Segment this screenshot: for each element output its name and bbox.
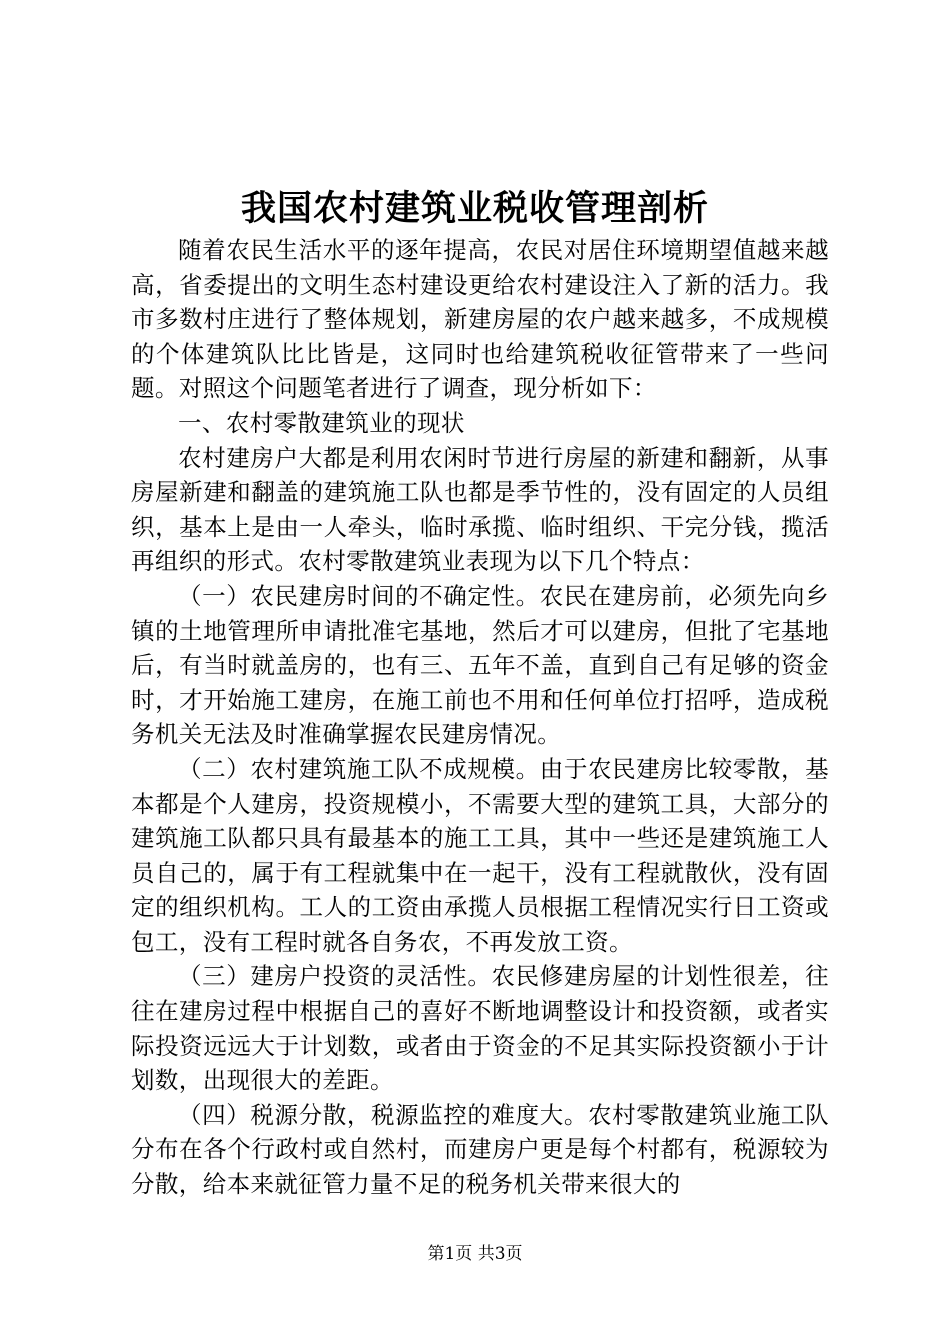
section-paragraph: 农村建房户大都是利用农闲时节进行房屋的新建和翻新，从事房屋新建和翻盖的建筑施工队也都是季节性的，没有固定的人员组织，基本上是由一人牵头，临时承揽、临时组织、干完分钱，揽活再组织的形式。农村零散建筑业表现为以下几个特点： — [131, 443, 829, 576]
point-paragraph-3: （三）建房户投资的灵活性。农民修建房屋的计划性很差，往往在建房过程中根据自己的喜好不断地调整设计和投资额，或者实际投资远远大于计划数，或者由于资金的不足其实际投资额小于计划数，出现很大的差距。 — [131, 962, 829, 1095]
point-paragraph-2: （二）农村建筑施工队不成规模。由于农民建房比较零散，基本都是个人建房，投资规模小，不需要大型的建筑工具，大部分的建筑施工队都只具有最基本的施工工具，其中一些还是建筑施工人员自己的，属于有工程就集中在一起干，没有工程就散伙，没有固定的组织机构。工人的工资由承揽人员根据工程情况实行日工资或包工，没有工程时就各自务农，不再发放工资。 — [131, 754, 829, 956]
document-title: 我国农村建筑业税收管理剖析 — [240, 188, 709, 229]
section-heading-1: 一、农村零散建筑业的现状 — [178, 408, 465, 437]
point-paragraph-4: （四）税源分散，税源监控的难度大。农村零散建筑业施工队分布在各个行政村或自然村，而建房户更是每个村都有，税源较为分散，给本来就征管力量不足的税务机关带来很大的 — [131, 1100, 829, 1199]
intro-paragraph: 随着农民生活水平的逐年提高，农民对居住环境期望值越来越高，省委提出的文明生态村建设更给农村建设注入了新的活力。我市多数村庄进行了整体规划，新建房屋的农户越来越多，不成规模的个体建筑队比比皆是，这同时也给建筑税收征管带来了一些问题。对照这个问题笔者进行了调查，现分析如下： — [131, 236, 829, 403]
page-footer: 第1页 共3页 — [427, 1244, 523, 1264]
document-body — [131, 233, 829, 1202]
point-paragraph-1: （一）农民建房时间的不确定性。农民在建房前，必须先向乡镇的土地管理所申请批准宅基地，然后才可以建房，但批了宅基地后，有当时就盖房的，也有三、五年不盖，直到自己有足够的资金时，才开始施工建房，在施工前也不用和任何单位打招呼，造成税务机关无法及时准确掌握农民建房情况。 — [131, 581, 829, 749]
